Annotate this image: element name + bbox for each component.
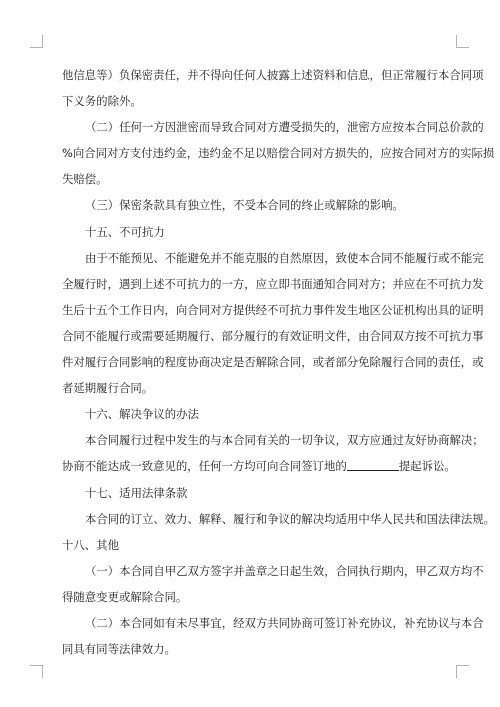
text-line: 得随意变更或解除合同。 [62,589,188,604]
text-line: 失赔偿。 [62,172,108,187]
text-line: （三）保密条款具有独立性，不受本合同的终止或解除的影响。 [85,198,404,213]
text-line: 合同不能履行或需要延期履行、部分履行的有效证明文件，由合同双方按不可抗力事 [62,328,484,343]
text-line: %向合同对方支付违约金，违约金不足以赔偿合同对方损失的，应按合同对方的实际损 [62,146,495,161]
text-line [62,453,456,479]
text-line: 全履行时，遇到上述不可抗力的一方，应立即书面通知合同对方；并应在不可抗力发 [62,276,484,291]
text-line: 件对履行合同影响的程度协商决定是否解除合同，或者部分免除履行合同的责任，或 [62,355,484,370]
crop-mark-top-right [456,35,469,48]
text-line: 他信息等）负保密责任，并不得向任何人披露上述资料和信息，但正常履行本合同项 [62,68,484,82]
text-line: 同具有同等法律效力。 [62,642,176,657]
text-line: （二）本合同如有未尽事宜，经双方共同协商可签订补充协议，补充协议与本合 [85,615,484,630]
text-line: （一）本合同自甲乙双方签字并盖章之日起生效，合同执行期内，甲乙双方均不 [85,563,484,578]
text-line: 生后十五个工作日内，向合同对方提供经不可抗力事件发生地区公证机构出具的证明 [62,302,484,317]
document-body [62,62,496,662]
text-line: 由于不能预见、不能避免并不能克服的自然原因，致使本合同不能履行或不能完 [85,250,484,265]
fill-in-blank [347,460,399,471]
text-line: 本合同履行过程中发生的与本合同有关的一切争议，双方应通过友好协商解决； [85,433,484,448]
section-heading: 十七、适用法律条款 [85,485,188,500]
section-heading: 十八、其他 [62,537,119,552]
text-segment: 协商不能达成一致意见的，任何一方均可向合同签订地的 [62,459,347,474]
text-line: 者延期履行合同。 [62,381,154,396]
text-line: （二）任何一方因泄密而导致合同对方遭受损失的，泄密方应按本合同总价款的 [85,120,484,135]
crop-mark-bottom-left [30,665,43,678]
section-heading: 十五、不可抗力 [85,224,165,239]
text-line: 本合同的订立、效力、解释、履行和争议的解决均适用中华人民共和国法律法规。 [85,511,496,526]
section-heading: 十六、解决争议的办法 [85,407,199,422]
crop-mark-bottom-right [456,665,469,678]
crop-mark-top-left [30,35,43,48]
text-line: 下义务的除外。 [62,94,142,109]
text-segment: 提起诉讼。 [398,459,456,474]
